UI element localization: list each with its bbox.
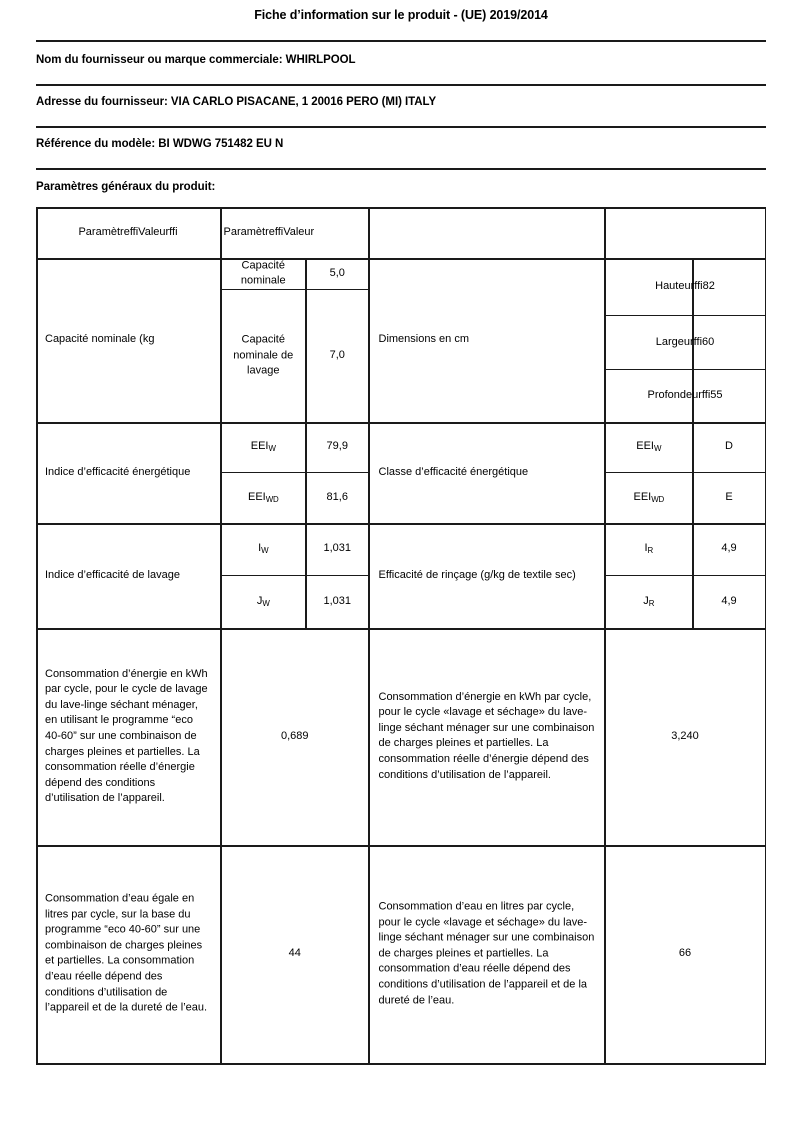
water-consumption-value-cell [222,845,369,1063]
energy-consumption-label-cell [36,628,220,845]
wash-dry-water-label-cell [370,845,605,1063]
header-divider-4 [36,168,766,170]
iw-param-cell [222,523,306,575]
capacity-label-cell [36,258,220,422]
wash-dry-water-value-cell [606,845,765,1063]
ir-param-subscript: R [647,545,654,555]
jr-param-cell [606,576,693,628]
jw-param-cell [222,576,306,628]
energy-class-wd-value-cell [694,473,765,523]
dimensions-label: Dimensions en cm [378,333,469,346]
header-right-group-cell [222,207,369,258]
eei-w-param-cell [222,422,306,472]
energy-class-eei-wd-param-cell [606,473,693,523]
eei-wd-param-label: EEI [247,491,266,504]
jr-param-label: J [643,595,649,608]
header-divider-1 [36,40,766,42]
energy-index-label-cell [36,422,220,523]
eei-w-param-subscript: W [268,443,276,453]
water-consumption-value: 44 [288,947,301,960]
energy-class-label: Classe d’efficacité énergétique [378,465,529,478]
jr-value: 4,9 [721,595,737,608]
wash-dry-water-value: 66 [678,947,692,960]
wash-index-label-cell [36,523,220,628]
general-parameters-line: Paramètres généraux du produit: [36,181,216,193]
page-title: Fiche d’information sur le produit - (UE) 2019/2014 [254,8,548,22]
table-bottom-border [36,1063,766,1065]
energy-consumption-value: 0,689 [280,729,309,742]
eei-w-param-label: EEI [250,440,269,453]
eei-wd-param-subscript: WD [265,494,279,504]
energy-class-eei-wd-subscript: WD [651,494,664,504]
wash-dry-energy-value-cell [606,628,765,845]
general-parameters-table [36,207,766,1065]
energy-class-eei-w-subscript: W [653,443,662,453]
dimension-width-cell [606,316,765,369]
eei-wd-param-cell [222,473,306,523]
energy-index-label: Indice d’efficacité énergétique [45,465,191,478]
jw-param-subscript: W [262,598,270,608]
header-far-right-cell [606,207,765,258]
eei-wd-value: 81,6 [326,491,348,504]
capacity-wash-value: 7,0 [329,349,345,362]
energy-class-eei-wd-label: EEI [633,491,652,504]
dimension-depth-text: Profondeurffi55 [647,389,723,402]
jw-param-label: J [256,595,263,608]
header-left-group-cell [36,207,220,258]
jw-value: 1,031 [323,595,352,608]
energy-class-w-value: D [725,440,733,453]
dimensions-label-cell [370,258,605,422]
table-right-border [765,207,767,1064]
supplier-name-line: Nom du fournisseur ou marque commerciale: WHIRLPOOL [36,54,356,66]
water-consumption-label-cell [36,845,220,1063]
capacity-wash-param-label: Capacité nominale de lavage [233,333,294,377]
iw-value-cell [307,523,369,575]
energy-class-label-cell [370,422,605,523]
dimension-depth-cell [606,370,765,422]
wash-dry-energy-label: Consommation d’énergie en kWh par cycle, pour le cycle «lavage et séchage» du lave-linge séchant ménager sur une combinaison de charges pleines et partielles. La consommation réelle d’énergie dépend des conditions d’utilisation de l’appareil. [378,690,595,781]
energy-class-eei-w-label: EEI [636,440,654,453]
capacity-label: Capacité nominale (kg [45,333,155,346]
energy-consumption-label: Consommation d’énergie en kWh par cycle, pour le cycle de lavage du lave-linge séchant ménager, en utilisant le programme “eco 40-60” sur une combinaison de charges pleines et partielles. La consommation réelle d’énergie dépend des conditions d’utilisation de l’appareil. [45,667,208,805]
dimension-height-cell [606,258,765,315]
supplier-address-line: Adresse du fournisseur: VIA CARLO PISACANE, 1 20016 PERO (MI) ITALY [36,96,437,108]
water-consumption-label: Consommation d’eau égale en litres par cycle, sur la base du programme “eco 40-60” sur une combinaison de charges pleines et partielles. La consommation d’eau réelle dépend des conditions d’utilisation de l’appareil et de la dureté de l’eau. [45,892,208,1014]
ir-param-cell [606,523,693,575]
ir-value: 4,9 [721,542,737,555]
wash-dry-energy-value: 3,240 [671,729,699,742]
dimension-width-text: Largeurffi60 [655,335,715,348]
model-reference-line: Référence du modèle: BI WDWG 751482 EU N [36,138,284,150]
wash-index-label: Indice d’efficacité de lavage [45,568,180,581]
wash-dry-energy-label-cell [370,628,605,845]
rinse-efficiency-label: Efficacité de rinçage (g/kg de textile sec) [378,568,576,581]
header-divider-2 [36,84,766,86]
capacity-nominal-param-label: Capacité nominale [240,258,286,287]
iw-param-label: I [258,542,262,555]
capacity-wash-value-cell [307,290,369,422]
energy-consumption-value-cell [222,628,369,845]
iw-param-subscript: W [261,545,269,555]
eei-w-value-cell [307,422,369,472]
eei-w-value: 79,9 [326,440,348,453]
wash-dry-water-label: Consommation d’eau en litres par cycle, pour le cycle «lavage et séchage» du lave-linge séchant ménager sur une combinaison de charges pleines et partielles. La consommation d’eau réelle dépend des conditions d’utilisation de l’appareil et de la dureté de l’eau. [378,900,595,1007]
capacity-wash-param-cell [222,290,306,422]
header-left-group-label: ParamètreffiValeurffi [78,225,178,238]
rinse-efficiency-label-cell [370,523,605,628]
iw-value: 1,031 [323,542,352,555]
jr-value-cell [694,576,765,628]
dimension-height-text: Hauteurffi82 [655,279,715,292]
ir-param-label: I [644,542,648,555]
jw-value-cell [307,576,369,628]
header-divider-3 [36,126,766,128]
capacity-nominal-value: 5,0 [329,266,345,279]
header-right-group-label: ParamètreffiValeur [223,225,315,238]
energy-class-w-value-cell [694,422,765,472]
header-middle-cell [370,207,605,258]
ir-value-cell [694,523,765,575]
capacity-nominal-param-cell [222,258,306,289]
eei-wd-value-cell [307,473,369,523]
energy-class-wd-value: E [725,491,733,504]
energy-class-eei-w-param-cell [606,422,693,472]
jr-param-subscript: R [648,598,655,608]
capacity-nominal-value-cell [307,258,369,289]
